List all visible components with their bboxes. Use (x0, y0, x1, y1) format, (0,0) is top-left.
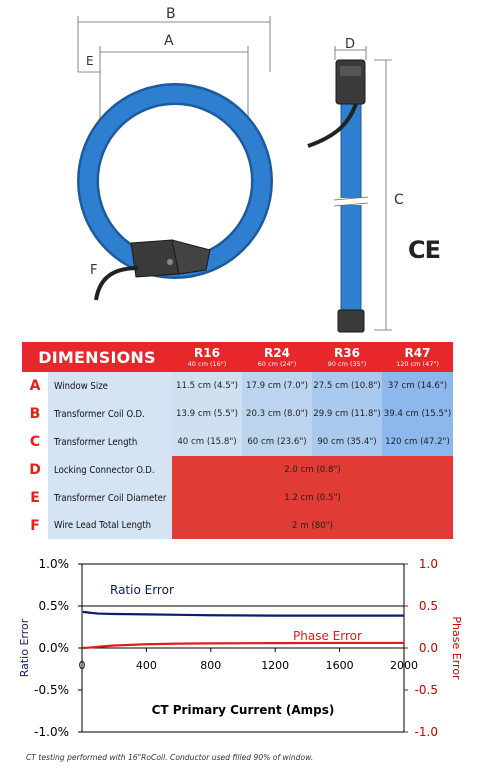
x-tick-label: 2000 (390, 659, 418, 672)
model-size: 90 cm (35") (327, 359, 367, 368)
value-cell: 60 cm (23.6") (242, 428, 312, 456)
right-tick-label: 1.0 (418, 557, 438, 571)
value-cell: 13.9 cm (5.5") (172, 400, 242, 428)
label-f: F (90, 263, 98, 278)
row-label: Window Size (48, 372, 172, 400)
x-tick-label: 0 (78, 659, 86, 672)
model-header-r24 (242, 342, 312, 372)
model-header-r47 (382, 342, 453, 372)
row-label: Transformer Coil O.D. (48, 400, 172, 428)
row-letter: E (30, 490, 40, 506)
model-name: R36 (334, 345, 360, 360)
x-axis-label: CT Primary Current (Amps) (151, 703, 335, 717)
label-b: B (166, 6, 176, 22)
value-cell: 27.5 cm (10.8") (312, 372, 382, 400)
x-tick-label: 1600 (325, 659, 354, 672)
value-cell: 37 cm (14.6") (382, 372, 453, 400)
value-cell: 40 cm (15.8") (172, 428, 242, 456)
row-label: Transformer Coil Diameter (48, 484, 172, 512)
model-name: R47 (404, 345, 431, 360)
model-header-r36 (312, 342, 382, 372)
label-a: A (164, 33, 174, 49)
label-e: E (86, 54, 94, 68)
table-row (22, 484, 453, 512)
row-letter: D (29, 462, 41, 478)
series-line-ratio-error (83, 612, 404, 616)
table-row (22, 428, 453, 456)
model-name: R16 (194, 345, 220, 360)
footnote: CT testing performed with 16"RoCoil. Conductor used filled 90% of window. (26, 753, 314, 762)
value-cell: 17.9 cm (7.0") (242, 372, 312, 400)
model-size: 60 cm (24") (257, 359, 297, 368)
y-axis-right-label: Phase Error (450, 616, 463, 680)
value-cell: 20.3 cm (8.0") (242, 400, 312, 428)
label-c: C (394, 192, 404, 208)
right-tick-label: 0.0 (418, 641, 438, 655)
series-label-ratio-error: Ratio Error (110, 583, 174, 597)
error-chart (0, 548, 495, 748)
row-label: Transformer Length (48, 428, 172, 456)
table-row (22, 400, 453, 428)
row-letter: F (30, 517, 40, 534)
common-value-cell: 2.0 cm (0.8") (172, 456, 453, 484)
ring-cable (96, 268, 138, 300)
series-label-phase-error: Phase Error (293, 629, 362, 643)
row-letter: B (29, 406, 41, 422)
left-tick-label: 0.5% (38, 599, 69, 613)
x-tick-label: 800 (200, 659, 222, 672)
model-header-r16 (172, 342, 242, 372)
row-letter: C (29, 434, 41, 450)
model-size: 40 cm (16") (187, 359, 227, 368)
right-tick-label: 0.5 (418, 599, 438, 613)
table-title: DIMENSIONS (38, 347, 156, 367)
value-cell: 120 cm (47.2") (382, 428, 453, 456)
left-tick-label: 0.0% (38, 641, 69, 655)
table-header-row (22, 342, 453, 372)
right-tick-label: -1.0 (414, 725, 438, 739)
value-cell: 11.5 cm (4.5") (172, 372, 242, 400)
model-name: R24 (264, 345, 290, 360)
ce-mark: CE (408, 236, 441, 264)
value-cell: 39.4 cm (15.5") (382, 400, 453, 428)
left-tick-label: 1.0% (38, 557, 69, 571)
rogowski-coil-rod (334, 60, 368, 332)
table-row (22, 372, 453, 400)
value-cell: 90 cm (35.4") (312, 428, 382, 456)
ring-connector (131, 240, 210, 277)
table-row (22, 512, 453, 539)
x-tick-label: 1200 (261, 659, 290, 672)
table-row (22, 456, 453, 484)
label-d: D (345, 37, 356, 52)
y-axis-left-label: Ratio Error (18, 618, 31, 678)
x-tick-label: 400 (135, 659, 157, 672)
left-tick-label: -0.5% (34, 683, 69, 697)
common-value-cell: 2 m (80") (172, 512, 453, 539)
row-letter: A (29, 378, 41, 394)
common-value-cell: 1.2 cm (0.5") (172, 484, 453, 512)
row-label: Wire Lead Total Length (48, 512, 172, 539)
row-label: Locking Connector O.D. (48, 456, 172, 484)
series-line-phase-error (83, 643, 404, 648)
model-size: 120 cm (47") (396, 359, 439, 368)
product-diagram (0, 0, 495, 340)
left-tick-label: -1.0% (34, 725, 69, 739)
value-cell: 29.9 cm (11.8") (312, 400, 382, 428)
right-tick-label: -0.5 (414, 683, 438, 697)
